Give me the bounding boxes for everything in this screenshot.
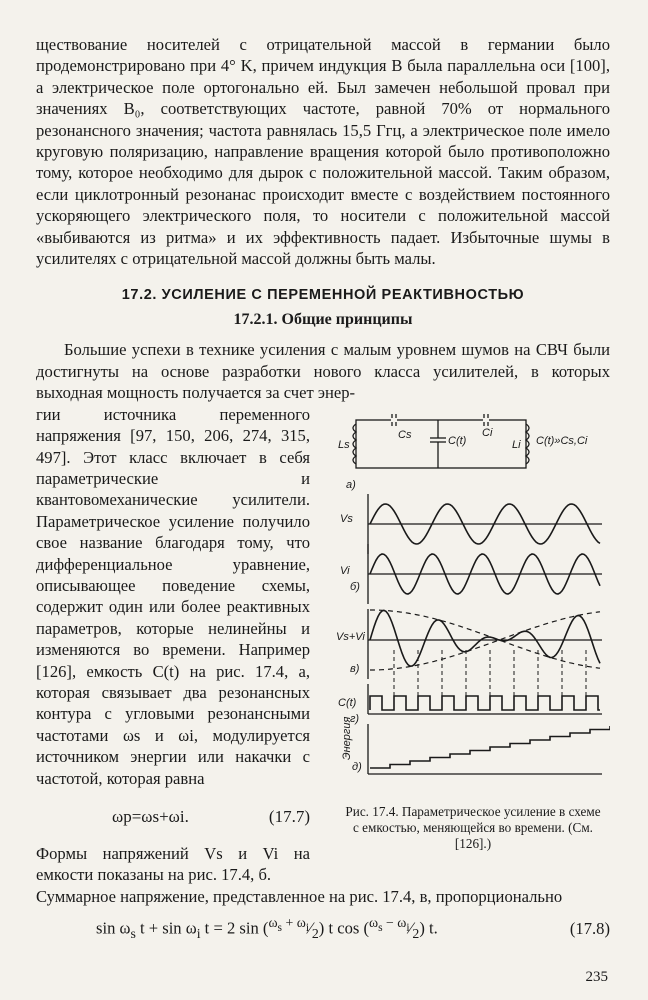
section-heading: 17.2. УСИЛЕНИЕ С ПЕРЕМЕННОЙ РЕАКТИВНОСТЬЮ (121, 287, 525, 304)
circuit-frame (356, 420, 526, 468)
paragraph-intro: ществование носителей с отрицательной массой в германии было продемонстрировано при 4° K, причем индукция B была параллельна оси [100], а электрическое поле ортогонально ей. Был замечен небольшой провал при значениях B₀, соответствующих частоте, равной 70% от нормального резонансного значения; частота равнялась 15,5 Ггц, а электрическое поле имело круговую поляризацию, направление вращения которой было противоположно тому, которое необходимо для дырок с положительной массой. Таким образом, если циклотронный резонанас происходит вместе с воздействием постоянного ускоряющего электрического поля, то носители с положительной массой «выбиваются из ритма» и их эффективность падает. Избыточные шумы в усилителях с отрицательной массой должны быть малы. (36, 35, 610, 269)
label-v: в) (350, 662, 360, 675)
paragraph-left-column: гии источника переменного напряжения [97, 150, 206, 274, 315, 497]. Этот класс включает в себя параметрические и квантовомеханические усилители. Параметрическое усиление получило свое название благодаря тому, что дифференциальное уравнение, описывающее поведение схемы, содержит один или более реактивных параметров, которые нелинейны и изменяются во времени. Например [126], емкость C(t) на рис. 17.4, а, которая связывает два резонансных контура с угловыми резонансными частотами ωs и ωi, модулируется источником энергии или накачки с частотой, которая равна (36, 404, 310, 788)
label-li: Li (512, 438, 521, 451)
figure-17-4 (336, 404, 610, 886)
two-column-block (36, 404, 610, 886)
energy-staircase (370, 726, 610, 768)
label-energy: Энергия (341, 716, 353, 760)
paragraph-final: Суммарное напряжение, представленное на рис. 17.4, в, пропорционально (36, 886, 563, 906)
page-number: 235 (585, 969, 608, 985)
label-b: б) (350, 580, 360, 593)
label-condition: C(t)»Cs,Ci (536, 434, 588, 447)
label-cs: Cs (398, 428, 412, 441)
label-g: г) (350, 712, 360, 725)
equation-17-7-body: ωp=ωs+ωi. (112, 807, 189, 826)
label-d: д) (352, 760, 362, 773)
paragraph-after-equation: Формы напряжений Vs и Vi на емкости показаны на рис. 17.4, б. (36, 844, 310, 885)
subsection-heading: 17.2.1. Общие принципы (233, 311, 413, 329)
sync-dashes (394, 650, 586, 696)
label-vsvi: Vs+Vi (336, 630, 365, 643)
label-vs: Vs (340, 512, 353, 525)
figure-svg (336, 404, 610, 800)
equation-17-7-number: (17.7) (268, 807, 310, 826)
pump-square-wave (370, 696, 600, 710)
label-vi: Vi (340, 564, 350, 577)
wave-envelope-lower (370, 640, 600, 670)
equation-17-8 (36, 915, 610, 942)
left-column (36, 404, 310, 886)
paragraph-section-intro: Большие успехи в технике усиления с малым уровнем шумов на СВЧ были достигнуты на основе разработки нового класса усилителей, в которых выходная мощность получается за счет энер- (36, 340, 610, 403)
label-a: а) (346, 478, 356, 491)
page-body (36, 34, 610, 942)
equation-17-8-body: $\sin \omega_s$ $t + \sin \omega_i$ t = 2 $\sin (^{\omega_s + \omega_i}⁄_2)$ t $\cos (^{\omega_s - \omega_i}⁄_2)$ t. (96, 915, 438, 942)
label-ls: Ls (338, 438, 350, 451)
label-ct2: C(t) (338, 696, 357, 709)
equation-17-8-number: (17.8) (569, 918, 610, 938)
equation-17-7 (36, 807, 310, 827)
label-ct: C(t) (448, 434, 467, 447)
label-ci: Ci (482, 426, 493, 439)
figure-caption: Рис. 17.4. Параметрическое усиление в схеме с емкостью, меняющейся во времени. (См. [126].) (345, 803, 601, 851)
